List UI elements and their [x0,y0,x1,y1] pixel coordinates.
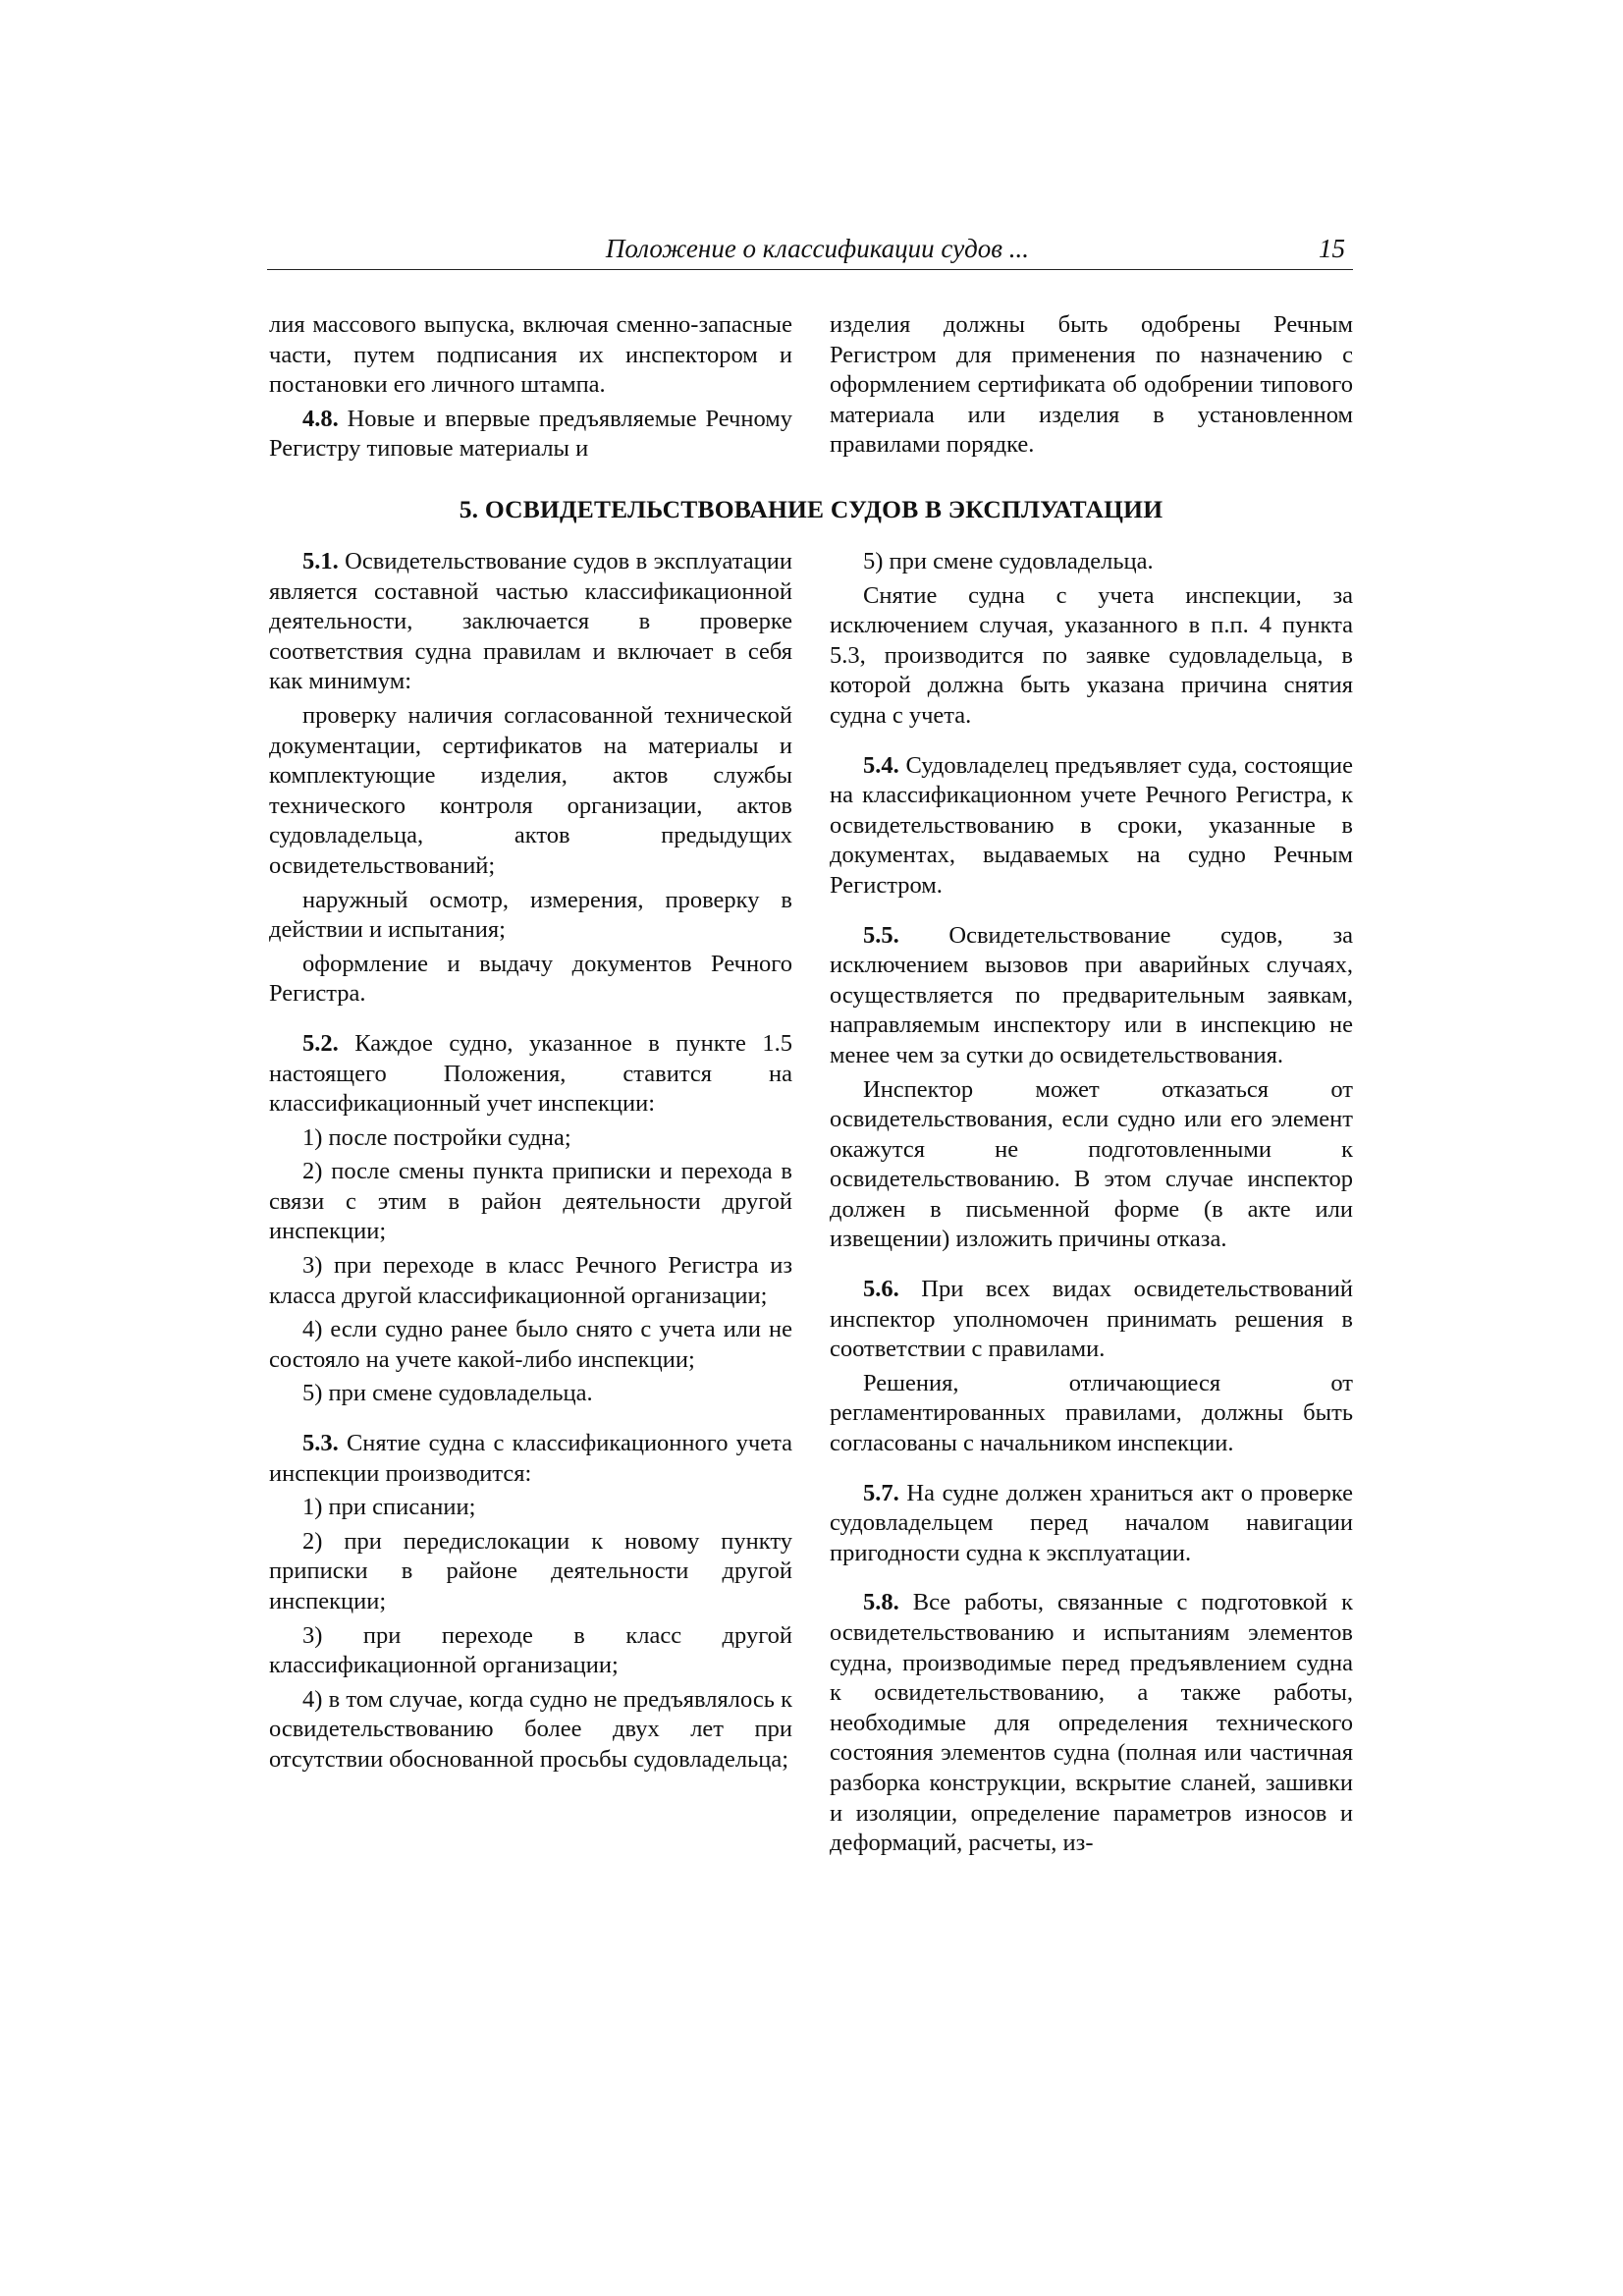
paragraph-number: 5.5. [863,921,899,949]
paragraph [830,547,1353,577]
paragraph-text: Освидетельствование судов в эксплуатации является составной частью классификационной деятельности, заключается в проверке соответствия судна правилам и включает в себя как минимум: [269,548,792,695]
paragraph-text: 2) после смены пункта приписки и перехода в связи с этим в район деятельности другой инспекции; [269,1158,792,1245]
paragraph [269,310,792,401]
paragraph-text: При всех видах освидетельствований инспектор уполномочен принимать решения в соответствии с правилами. [830,1276,1353,1363]
paragraph [269,1621,792,1681]
paragraph [269,1315,792,1375]
paragraph-text: оформление и выдачу документов Речного Регистра. [269,950,792,1008]
page-header [267,232,1353,270]
left-column [269,547,792,1779]
paragraph-number: 5.2. [302,1029,339,1057]
page-number: 15 [1319,234,1345,263]
paragraph-text: 3) при переходе в класс другой классификационной организации; [269,1621,792,1679]
paragraph [269,405,792,465]
paragraph-text: лия массового выпуска, включая сменно-запасные части, путем подписания их инспектором и постановки его личного штампа. [269,311,792,399]
paragraph-number: 5.8. [863,1589,899,1616]
paragraph-text: Решения, отличающиеся от регламентированных правилами, должны быть согласованы с начальником инспекции. [830,1369,1353,1457]
paragraph-text: изделия должны быть одобрены Речным Регистром для применения по назначению с оформлением сертификата об одобрении типового материала или изделия в установленном правилами порядке. [830,311,1353,459]
paragraph-text: 4) если судно ранее было снято с учета или не состояло на учете какой-либо инспекции; [269,1316,792,1373]
paragraph-text: Инспектор может отказаться от освидетельствования, если судно или его элемент окажутся не подготовленными к освидетельствованию. В этом случае инспектор должен в письменной форме (в акте или извещении) изложить причины отказа. [830,1075,1353,1253]
paragraph-text: 3) при переходе в класс Речного Регистра из класса другой классификационной организации; [269,1252,792,1309]
paragraph-text: Судовладелец предъявляет суда, состоящие на классификационном учете Речного Регистра, к освидетельствованию в сроки, указанные в документах, выдаваемых на судно Речным Регистром. [830,751,1353,899]
paragraph [269,1123,792,1154]
paragraph-number: 5.4. [863,751,899,779]
paragraph [269,886,792,946]
right-column [830,547,1353,1863]
section-heading: 5. ОСВИДЕТЕЛЬСТВОВАНИЕ СУДОВ В ЭКСПЛУАТАЦИИ [459,495,1163,523]
paragraph [269,950,792,1010]
paragraph-text: 5) при смене судовладельца. [302,1380,593,1407]
paragraph [269,547,792,697]
paragraph-number: 5.3. [302,1430,339,1457]
paragraph-text: Все работы, связанные с подготовкой к освидетельствованию и испытаниям элементов судна, производимые перед предъявлением судна к освидетельствованию, а также работы, необходимые для определения технического состояния элементов судна (полная или частичная разборка конструкции, вскрытие сланей, зашивки и изоляции, определение параметров износов и деформаций, расчеты, из- [830,1589,1353,1857]
paragraph [269,1379,792,1409]
paragraph-text: 5) при смене судовладельца. [863,548,1154,574]
paragraph [269,1251,792,1311]
paragraph [269,1527,792,1617]
paragraph [269,1029,792,1120]
paragraph [269,1685,792,1776]
paragraph-text: Освидетельствование судов, за исключением вызовов при аварийных случаях, осуществляется по предварительным заявкам, направляемым инспектору или в инспекцию не менее чем за сутки до освидетельствования. [830,921,1353,1068]
paragraph [830,1369,1353,1459]
paragraph [269,1157,792,1247]
paragraph [830,1275,1353,1365]
top-right-column [830,310,1353,465]
paragraph-text: 1) при списании; [302,1494,476,1521]
paragraph-number: 5.1. [302,548,339,574]
paragraph [830,1075,1353,1256]
paragraph-text: наружный осмотр, измерения, проверку в действии и испытания; [269,886,792,944]
paragraph-text: проверку наличия согласованной технической документации, сертификатов на материалы и комплектующие изделия, актов службы технического контроля организации, актов судовладельца, актов предыдущих освидетельствований; [269,701,792,879]
paragraph [269,1429,792,1489]
paragraph-number: 5.7. [863,1479,899,1506]
paragraph [830,581,1353,732]
paragraph-text: На судне должен храниться акт о проверке судовладельцем перед началом навигации пригодности судна к эксплуатации. [830,1479,1353,1566]
paragraph-text: Каждое судно, указанное в пункте 1.5 настоящего Положения, ставится на классификационный учет инспекции: [269,1029,792,1118]
paragraph-text: Новые и впервые предъявляемые Речному Регистру типовые материалы и [269,405,792,463]
paragraph-number: 4.8. [302,405,339,432]
paragraph-text: 1) после постройки судна; [302,1123,571,1151]
paragraph [830,751,1353,902]
paragraph-text: 4) в том случае, когда судно не предъявлялось к освидетельствованию более двух лет при отсутствии обоснованной просьбы судовладельца; [269,1685,792,1773]
paragraph [830,310,1353,461]
top-left-column [269,310,792,468]
paragraph-number: 5.6. [863,1276,899,1303]
paragraph-text: Снятие судна с классификационного учета инспекции производится: [269,1430,792,1487]
paragraph [269,701,792,882]
paragraph [269,1493,792,1523]
paragraph-text: 2) при передислокации к новому пункту приписки в районе деятельности другой инспекции; [269,1527,792,1614]
paragraph [830,921,1353,1071]
paragraph-text: Снятие судна с учета инспекции, за исключением случая, указанного в п.п. 4 пункта 5.3, производится по заявке судовладельца, в которой должна быть указана причина снятия судна с учета. [830,581,1353,729]
paragraph [830,1479,1353,1569]
paragraph [830,1588,1353,1858]
running-title: Положение о классификации судов ... [605,234,1029,263]
